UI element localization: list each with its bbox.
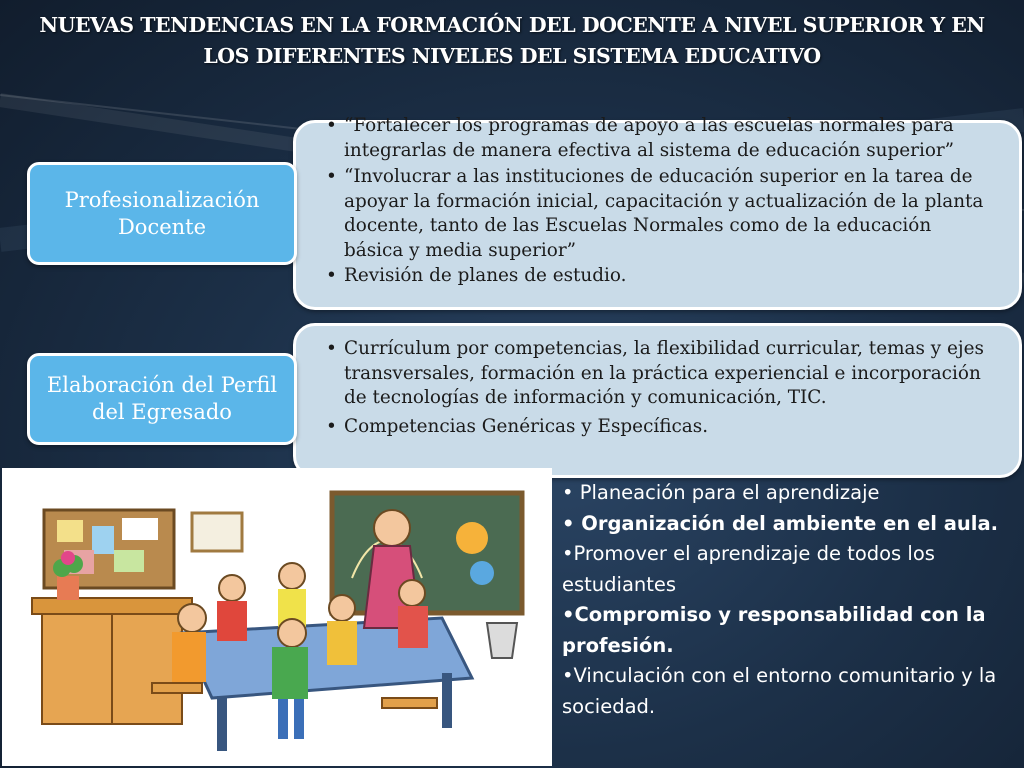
bullet-item: • “Fortalecer los programas de apoyo a las escuelas normales para integrarlas de manera efectiva al sistema de educación superior”: [326, 114, 986, 163]
bullet-item: • Revisión de planes de estudio.: [326, 264, 986, 289]
bullet-list-profesionalizacion: [326, 114, 986, 289]
slide-title: NUEVAS TENDENCIAS EN LA FORMACIÓN DEL DOCENTE A NIVEL SUPERIOR Y EN LOS DIFERENTES NIVELES DEL SISTEMA EDUCATIVO: [39, 13, 985, 68]
bullet-list-perfil-egresado: [326, 337, 986, 439]
chalkboard-icon: [332, 493, 522, 613]
classroom-illustration: [2, 468, 552, 766]
list-item: •Vinculación con el entorno comunitario y la sociedad.: [562, 664, 997, 718]
list-item: • Organización del ambiente en el aula.: [562, 511, 999, 535]
right-bullet-list: [562, 478, 1012, 722]
bullet-item: • Currículum por competencias, la flexibilidad curricular, temas y ejes transversales, formación en la práctica experiencial e incorporación de tecnologías de información y comunicación, TIC.: [326, 337, 986, 411]
label-perfil-egresado: Elaboración del Perfil del Egresado: [27, 353, 297, 445]
list-item: • Planeación para el aprendizaje: [562, 481, 880, 504]
label-profesionalizacion-docente: Profesionalización Docente: [27, 162, 297, 265]
list-item: •Compromiso y responsabilidad con la profesión.: [562, 603, 986, 657]
list-item: •Promover el aprendizaje de todos los estudiantes: [562, 542, 935, 596]
bullet-item: • Competencias Genéricas y Específicas.: [326, 415, 986, 440]
bullet-item: • “Involucrar a las instituciones de educación superior en la tarea de apoyar la formación inicial, capacitación y actualización de la planta docente, tanto de las Escuelas Normales como de la educación básica y media superior”: [326, 165, 986, 263]
